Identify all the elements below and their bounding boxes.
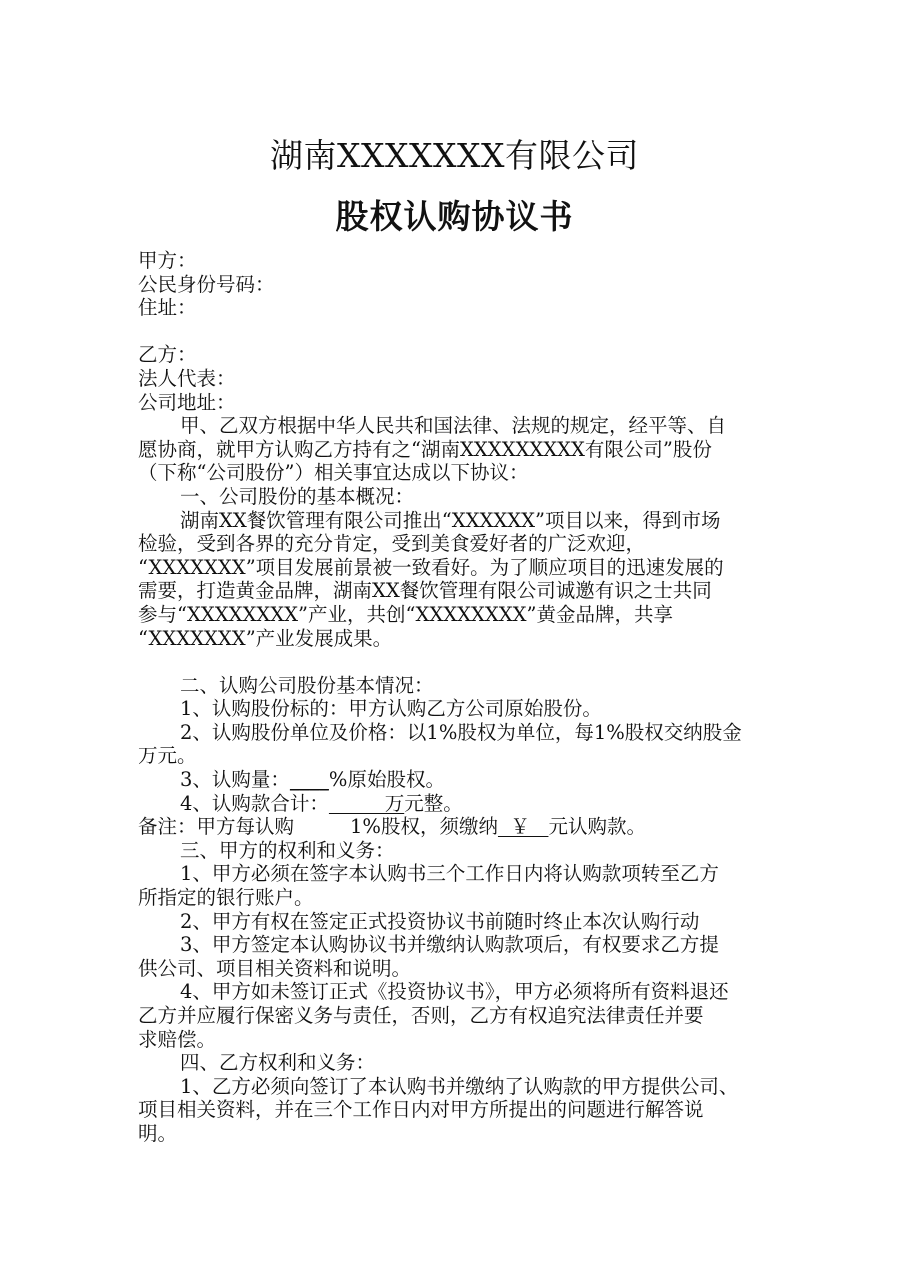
note-line — [138, 815, 786, 839]
payment-amount-blank: ￥ — [497, 815, 549, 839]
total-amount-blank: 万 — [328, 791, 405, 815]
section-line: 明。 — [138, 1121, 178, 1145]
id-number-label: 公民身份号码： — [138, 272, 275, 296]
section-line: “XXXXXXX”项目发展前景被一致看好。为了顺应项目的迅速发展的 — [138, 555, 724, 579]
field-label: 4、认购款合计： — [180, 791, 329, 815]
section-line: 需要，打造黄金品牌，湖南XX餐饮管理有限公司诚邀有识之士共同 — [138, 579, 712, 603]
intro-line: （下称“公司股份”）相关事宜达成以下协议： — [138, 461, 529, 485]
note-text: 1%股权，须缴纳 — [350, 815, 498, 839]
section-line: 万元。 — [138, 744, 197, 768]
section-line: 供公司、项目相关资料和说明。 — [138, 956, 412, 980]
section-line: 1、认购股份标的：甲方认购乙方公司原始股份。 — [180, 697, 602, 721]
section-line: 求赔偿。 — [138, 1027, 217, 1051]
section-line: “XXXXXXX”产业发展成果。 — [138, 626, 393, 650]
note-label: 备注：甲方每认购 — [138, 815, 295, 839]
spacer — [138, 320, 786, 344]
note-suffix: 元认购款。 — [548, 815, 646, 839]
section-line: 1、甲方必须在签字本认购书三个工作日内将认购款项转至乙方 — [180, 862, 719, 886]
intro-line: 愿协商，就甲方认购乙方持有之“湖南XXXXXXXXX有限公司”股份 — [138, 437, 712, 461]
spacer — [138, 650, 786, 674]
company-name: 湖南XXXXXXX有限公司 — [270, 136, 639, 175]
document-title: 股权认购协议书 — [335, 197, 574, 236]
address-b-label: 公司地址： — [138, 390, 236, 414]
section-line: 检验，受到各界的充分肯定，受到美食爱好者的广泛欢迎， — [138, 532, 646, 556]
party-a-label: 甲方： — [138, 249, 197, 272]
section-line: 2、认购股份单位及价格：以1%股权为单位，每1%股权交纳股金 — [180, 720, 742, 744]
intro-line: 甲、乙双方根据中华人民共和国法律、法规的规定，经平等、自 — [180, 414, 727, 438]
section-line: 项目相关资料，并在三个工作日内对甲方所提出的问题进行解答说 — [138, 1098, 704, 1122]
subscription-total-line — [138, 792, 786, 816]
document-body — [138, 249, 786, 1146]
section-line: 乙方并应履行保密义务与责任，否则，乙方有权追究法律责任并要 — [138, 1004, 704, 1027]
field-suffix: %原始股权。 — [328, 768, 445, 792]
section-heading: 一、公司股份的基本概况： — [180, 484, 415, 508]
field-label: 3、认购量： — [180, 768, 290, 792]
section-heading: 二、认购公司股份基本情况： — [180, 673, 434, 697]
section-line: 湖南XX餐饮管理有限公司推出“XXXXXX”项目以来，得到市场 — [180, 508, 721, 532]
legal-rep-label: 法人代表： — [138, 366, 236, 390]
section-line: 所指定的银行账户。 — [138, 886, 314, 910]
quantity-blank: ____ — [289, 768, 329, 792]
section-line: 2、甲方有权在签定正式投资协议书前随时终止本次认购行动 — [180, 909, 700, 933]
section-line: 参与“XXXXXXXX”产业，共创“XXXXXXXX”黄金品牌，共享 — [138, 602, 673, 626]
section-heading: 三、甲方的权利和义务： — [180, 838, 395, 862]
section-heading: 四、乙方权利和义务： — [180, 1051, 376, 1075]
party-b-label: 乙方： — [138, 343, 197, 367]
address-a-label: 住址： — [138, 296, 197, 320]
subscription-quantity-line — [138, 768, 786, 792]
section-line: 3、甲方签定本认购协议书并缴纳认购款项后，有权要求乙方提 — [180, 933, 719, 957]
field-suffix: 元整。 — [404, 791, 463, 815]
section-line: 1、乙方必须向签订了本认购书并缴纳了认购款的甲方提供公司、 — [180, 1074, 739, 1098]
section-line: 4、甲方如未签订正式《投资协议书》，甲方必须将所有资料退还 — [180, 980, 729, 1004]
